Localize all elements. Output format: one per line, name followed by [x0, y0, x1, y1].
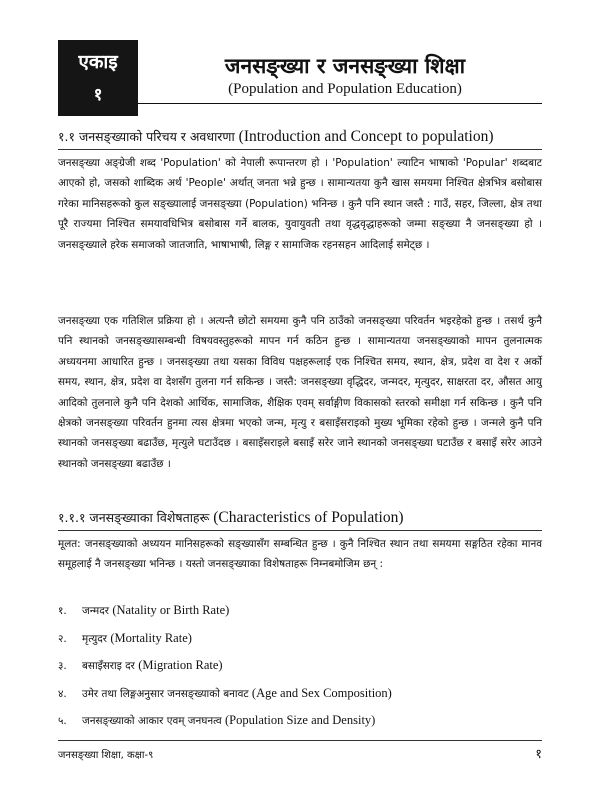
- list-text-np: बसाइँसराइ दर: [82, 660, 139, 672]
- list-item: [58, 713, 542, 741]
- section-rule: [58, 530, 542, 531]
- unit-badge: [58, 40, 138, 116]
- list-number: ५.: [58, 715, 67, 727]
- list-item: [58, 686, 542, 714]
- paragraph-characteristics: मूलत: जनसङ्ख्याको अध्ययन मानिसहरूको सङ्ख्यासँग सम्बन्धित हुन्छ । कुनै निश्चित स्थान तथा समयमा सङ्गठित रहेका मानव समूहलाई नै जनसङ्ख्या भनिन्छ । यस्तो जनसङ्ख्याका विशेषताहरू निम्नबमोजिम छन् :: [58, 538, 542, 571]
- list-number: १.: [58, 605, 67, 617]
- list-item: [58, 603, 542, 631]
- list-number: ४.: [58, 687, 67, 700]
- list-item: [58, 658, 542, 686]
- section-heading-1-1-1: [58, 509, 548, 527]
- unit-label: एकाइ: [78, 51, 118, 73]
- list-item: [58, 631, 542, 659]
- unit-number: १: [93, 85, 103, 105]
- section-rule: [58, 149, 542, 150]
- list-number: २.: [58, 632, 67, 645]
- section-heading-1-1: [58, 128, 548, 146]
- paragraph-intro: जनसङ्ख्या अङ्ग्रेजी शब्द 'Population' को नेपाली रूपान्तरण हो । 'Population' ल्याटिन भाषाको 'Popular' शब्दबाट आएको हो, जसको शाब्दिक अर्थ 'People' अर्थात् जनता भन्ने हुन्छ । सामान्यतया कुनै खास समयमा निश्चित क्षेत्रभित्र बसोबास गरेका मानिसहरूको कुल सङ्ख्यालाई जनसङ्ख्या (Population) भनिन्छ । कुनै पनि स्थान जस्तै : गाउँ, सहर, जिल्ला, क्षेत्र तथा पूरै राज्यमा निश्चित समयावधिभित्र बसोबास गर्ने बालक, युवायुवती तथा वृद्धवृद्धाहरूको जम्मा सङ्ख्या नै जनसङ्ख्या हो । जनसङ्ख्याले हरेक समाजको जातजाति, भाषाभाषी, लिङ्ग र सामाजिक रहनसहन आदिलाई समेट्छ ।: [58, 157, 542, 251]
- list-text-en: (Migration Rate): [138, 658, 223, 672]
- list-text-np: मृत्युदर: [82, 632, 111, 645]
- page-number: १: [535, 747, 542, 762]
- list-text-np: जन्मदर: [82, 605, 113, 617]
- chapter-title: जनसङ्ख्या र जनसङ्ख्या शिक्षा: [224, 54, 466, 78]
- characteristics-list: [58, 603, 542, 741]
- title-underline: [138, 103, 542, 104]
- section-heading-en: (Introduction and Concept to population): [238, 128, 494, 145]
- section-heading-np: १.१ जनसङ्ख्याको परिचय र अवधारणा: [58, 129, 239, 144]
- chapter-subtitle: (Population and Population Education): [228, 81, 462, 97]
- list-text-en: (Natality or Birth Rate): [112, 603, 230, 617]
- list-text-np: उमेर तथा लिङ्गअनुसार जनसङ्ख्याको बनावट: [82, 687, 252, 700]
- list-text-en: (Population Size and Density): [225, 713, 376, 727]
- list-number: ३.: [58, 660, 67, 672]
- list-text-en: (Mortality Rate): [110, 630, 192, 645]
- section-heading-np: १.१.१ जनसङ्ख्याका विशेषताहरू: [58, 510, 214, 525]
- paragraph-dynamics: जनसङ्ख्या एक गतिशिल प्रक्रिया हो । अत्यन्तै छोटो समयमा कुनै पनि ठाउँको जनसङ्ख्या परिवर्तन भइरहेको हुन्छ । तसर्थ कुनै पनि स्थानको जनसङ्ख्यासम्बन्धी विषयवस्तुहरूको मापन गर्न कठिन हुन्छ । सामान्यतया जनसङ्ख्याको मापन तुलनात्मक अध्ययनमा आधारित हुन्छ । जनसङ्ख्या तथा यसका विविध पक्षहरूलाई एक निश्चित समय, स्थान, क्षेत्र, प्रदेश वा देश र अर्को समय, स्थान, क्षेत्र, प्रदेश वा देशसँग तुलना गर्न सकिन्छ । जस्तै: जनसङ्ख्या वृद्धिदर, जन्मदर, मृत्युदर, साक्षरता दर, औसत आयु आदिको तुलनाले कुनै पनि देशको आर्थिक, सामाजिक, शैक्षिक एवम् सर्वाङ्गीण विकासको स्तरको समीक्षा गर्न सकिन्छ । कुनै पनि क्षेत्रको जनसङ्ख्या परिवर्तन हुनमा त्यस क्षेत्रमा भएको जन्म, मृत्यु र बसाइँसराइको मुख्य भूमिका रहेको हुन्छ । जन्मले कुनै पनि स्थानको जनसङ्ख्या बढाउँछ, मृत्युले घटाउँदछ । बसाइँसराइले बसाइँ सरेर जाने स्थानको जनसङ्ख्या घटाउँछ र बसाइँ सरेर आउने स्थानको जनसङ्ख्या बढाउँछ ।: [58, 315, 542, 470]
- footer-rule: [58, 740, 542, 741]
- list-text-np: जनसङ्ख्याको आकार एवम् जनघनत्व: [82, 715, 225, 727]
- list-text-en: (Age and Sex Composition): [251, 685, 392, 700]
- footer-book-title: जनसङ्ख्या शिक्षा, कक्षा-९: [58, 750, 154, 761]
- section-heading-en: (Characteristics of Population): [213, 509, 404, 526]
